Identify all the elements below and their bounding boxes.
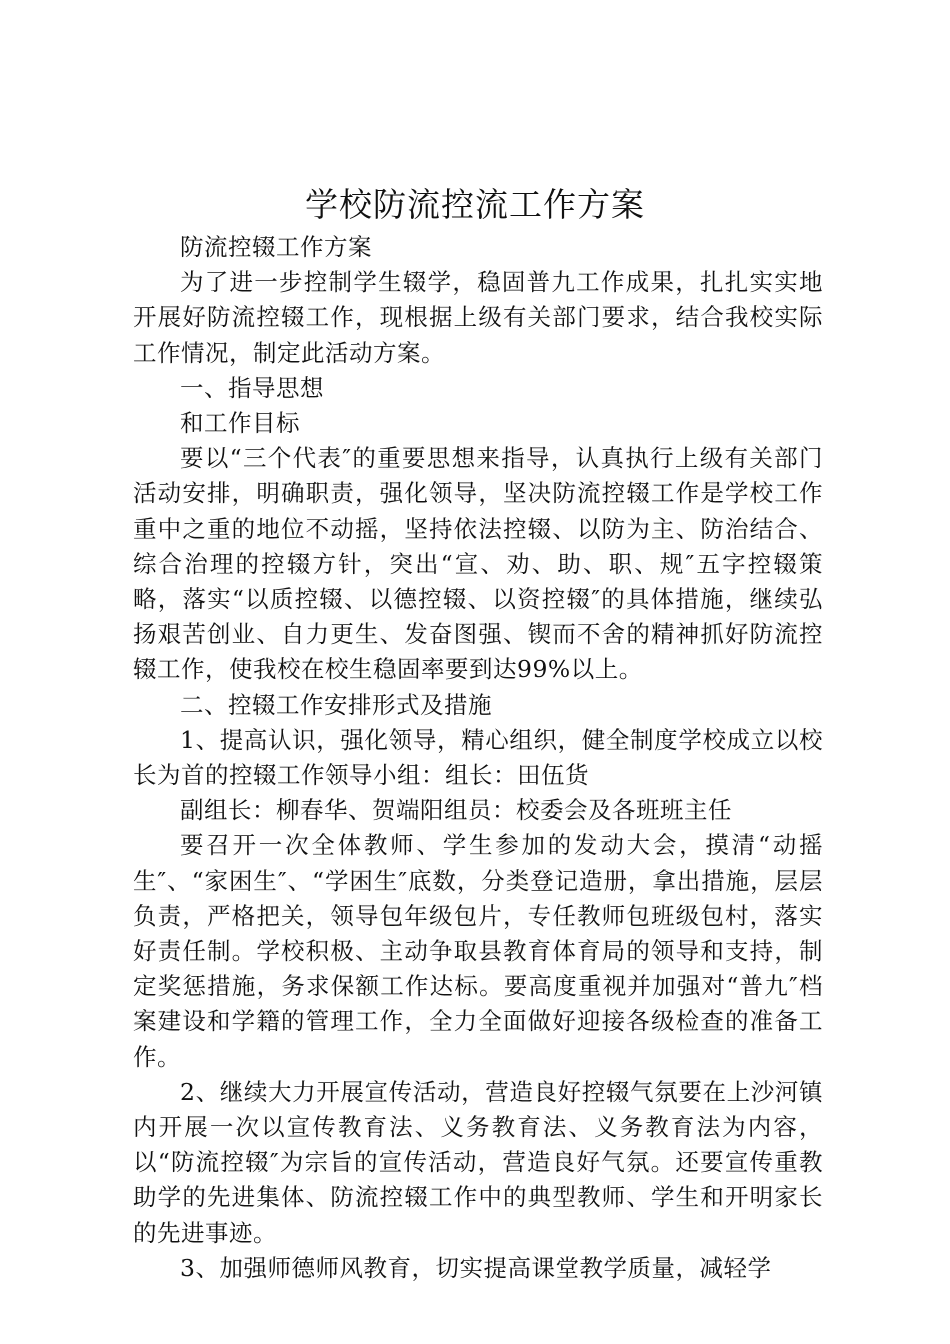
paragraph-intro: 为了进一步控制学生辍学，稳固普九工作成果，扎扎实实地开展好防流控辍工作，现根据上级有关部门要求，结合我校实际工作情况，制定此活动方案。: [133, 268, 823, 367]
document-body: [133, 230, 823, 1286]
paragraph-deputy-leaders: 副组长：柳春华、贺端阳组员：校委会及各班班主任: [180, 796, 732, 825]
section-heading-2: 二、控辍工作安排形式及措施: [180, 690, 492, 719]
paragraph-mobilization: 要召开一次全体教师、学生参加的发动大会，摸清“动摇生″、“家困生″、“学困生″底数，分类登记造册，拿出措施，层层负责，严格把关，领导包年级包片，专任教师包班级包村，落实好责任制。学校积极、主动争取县教育体育局的领导和支持，制定奖惩措施，务求保额工作达标。要高度重视并加强对“普九″档案建设和学籍的管理工作，全力全面做好迎接各级检查的准备工作。: [133, 831, 823, 1071]
paragraph-guiding-thought: 要以“三个代表″的重要思想来指导，认真执行上级有关部门活动安排，明确职责，强化领导，坚决防流控辍工作是学校工作重中之重的地位不动摇，坚持依法控辍、以防为主、防治结合、综合治理的控辍方针，突出“宣、劝、助、职、规″五字控辍策略，落实“以质控辍、以德控辍、以资控辍″的具体措施，继续弘扬艰苦创业、自力更生、发奋图强、锲而不舍的精神抓好防流控辍工作，使我校在校生稳固率要到达99%以上。: [133, 444, 823, 684]
paragraph-item-1: 1、提高认识，强化领导，精心组织，健全制度学校成立以校长为首的控辍工作领导小组：组长：田伍货: [133, 725, 823, 790]
paragraph-item-3: 3、加强师德师风教育，切实提高课堂教学质量，减轻学: [180, 1253, 772, 1282]
section-heading-1-cont: 和工作目标: [180, 409, 300, 438]
paragraph-subtitle: 防流控辍工作方案: [180, 233, 372, 261]
section-heading-1: 一、指导思想: [180, 373, 324, 402]
document-title: 学校防流控流工作方案: [305, 185, 645, 224]
paragraph-item-2: 2、继续大力开展宣传活动，营造良好控辍气氛要在上沙河镇内开展一次以宣传教育法、义务教育法、义务教育法为内容，以“防流控辍″为宗旨的宣传活动，营造良好气氛。还要宣传重教助学的先进集体、防流控辍工作中的典型教师、学生和开明家长的先进事迹。: [133, 1077, 823, 1247]
